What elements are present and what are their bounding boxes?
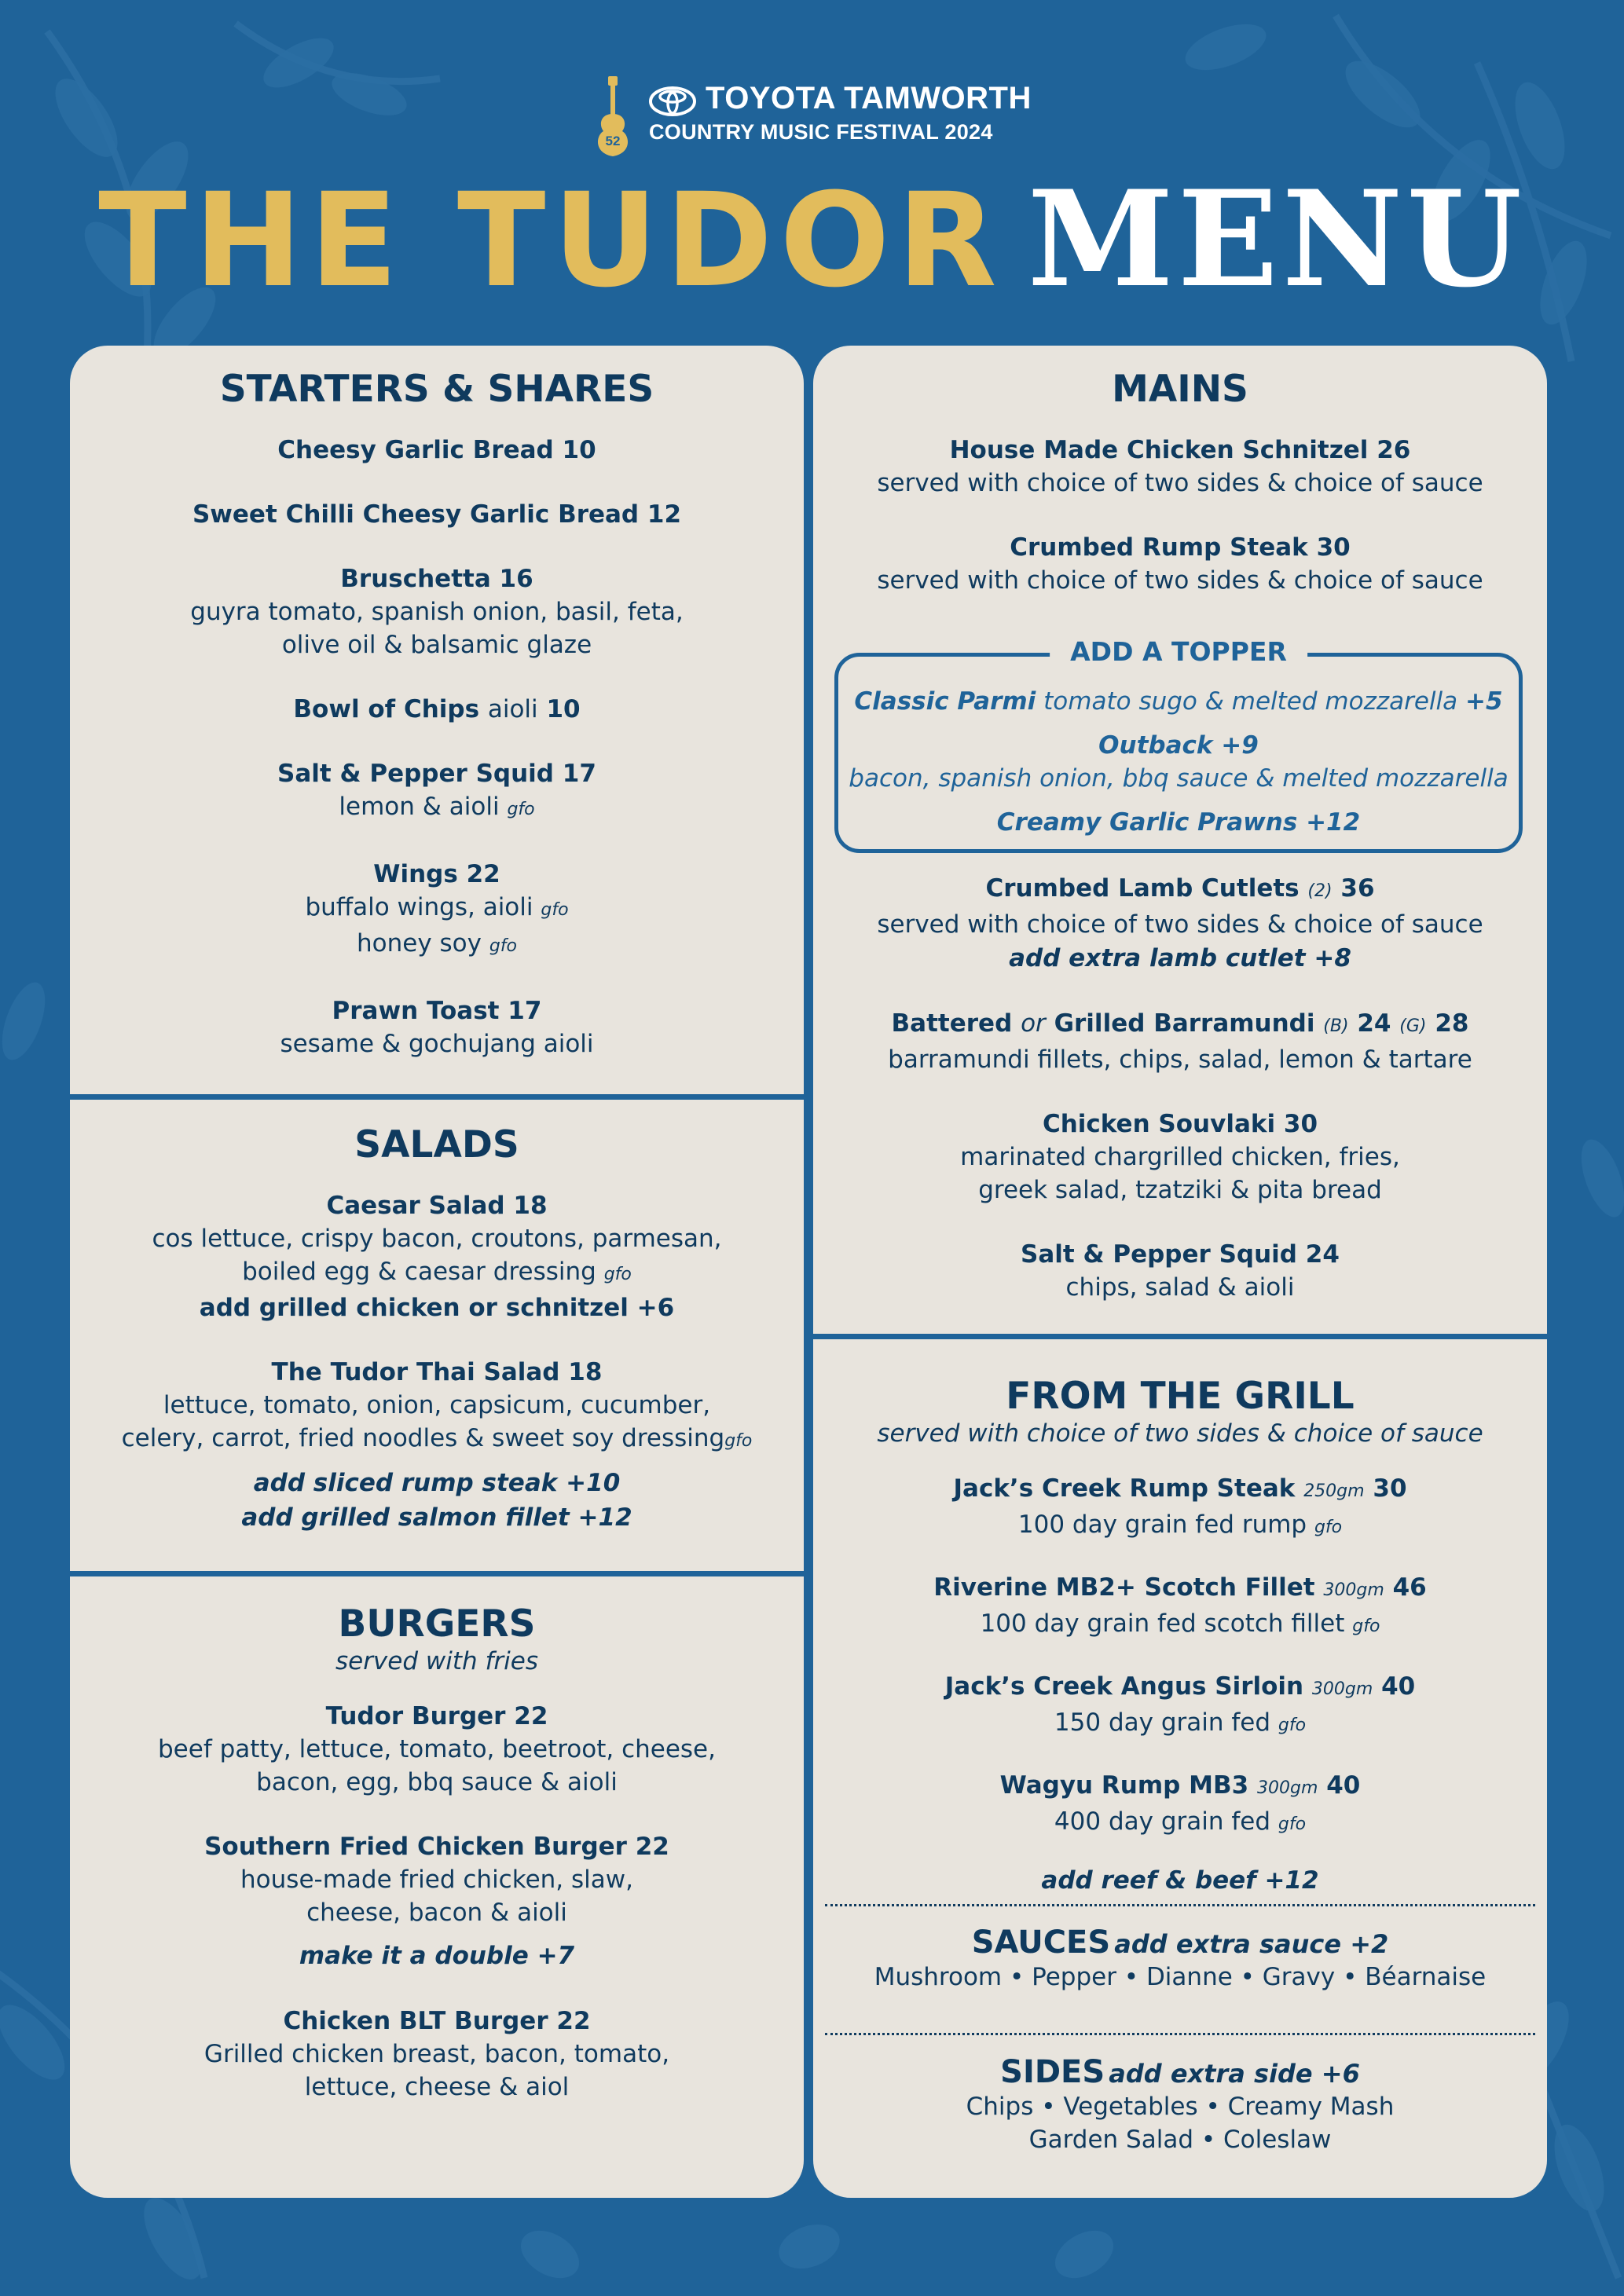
- gfo-tag: gfo: [603, 1265, 632, 1284]
- badge-number: 52: [605, 134, 621, 148]
- item-price: 40: [1381, 1672, 1416, 1701]
- item-name: Chicken Souvlaki 30: [1042, 1110, 1318, 1138]
- item-weight: 300gm: [1257, 1778, 1318, 1798]
- item-description: cos lettuce, crispy bacon, croutons, parmesan,: [152, 1225, 722, 1253]
- menu-item: [813, 872, 1547, 976]
- section-divider: [813, 1334, 1547, 1339]
- item-name-b: Grilled Barramundi: [1054, 1009, 1315, 1038]
- menu-item: [70, 693, 804, 726]
- item-name: Salt & Pepper Squid 24: [1021, 1240, 1340, 1269]
- item-name: Crumbed Rump Steak 30: [1010, 533, 1351, 562]
- item-description: lettuce, cheese & aiol: [304, 2073, 570, 2101]
- item-description: buffalo wings, aioli: [305, 893, 533, 921]
- item-name: Jack’s Creek Angus Sirloin: [944, 1672, 1304, 1701]
- sauces-extra: add extra sauce +2: [1114, 1929, 1389, 1959]
- grill-heading: FROM THE GRILL: [1006, 1375, 1355, 1418]
- menu-item: [813, 1571, 1547, 1643]
- menu-item: [813, 531, 1547, 597]
- item-description: lettuce, tomato, onion, capsicum, cucumber,: [163, 1391, 711, 1419]
- item-description: cheese, bacon & aioli: [306, 1899, 567, 1927]
- menu-item: [813, 434, 1547, 500]
- topper-parmi-name: Classic Parmi: [854, 687, 1036, 716]
- item-name: Caesar Salad 18: [326, 1192, 548, 1220]
- item-weight: 300gm: [1311, 1679, 1373, 1699]
- gfo-tag: gfo: [489, 936, 518, 956]
- item-name: House Made Chicken Schnitzel 26: [949, 436, 1411, 464]
- festival-name-line2: COUNTRY MUSIC FESTIVAL 2024: [649, 120, 993, 144]
- item-price: 46: [1392, 1573, 1427, 1602]
- toyota-logo-icon: [648, 86, 697, 117]
- salads-heading: SALADS: [354, 1123, 519, 1166]
- item-description: chips, salad & aioli: [1065, 1273, 1295, 1302]
- item-description: marinated chargrilled chicken, fries,: [960, 1143, 1400, 1171]
- item-description: honey soy: [356, 929, 482, 958]
- menu-item: [813, 1472, 1547, 1544]
- item-description: 100 day grain fed scotch fillet: [980, 1609, 1345, 1638]
- gfo-tag: gfo: [541, 900, 569, 920]
- sides-list-line1: Chips • Vegetables • Creamy Mash: [966, 2093, 1395, 2121]
- menu-item: [70, 1700, 804, 1799]
- item-name: Wings 22: [373, 860, 500, 888]
- title-menu: MENU: [1027, 161, 1526, 317]
- item-name: Sweet Chilli Cheesy Garlic Bread 12: [192, 500, 682, 529]
- grill-extra: add reef & beef +12: [1041, 1866, 1319, 1895]
- salad-extra: add sliced rump steak +10: [253, 1469, 621, 1497]
- item-description: celery, carrot, fried noodles & sweet soy dressing: [121, 1424, 725, 1452]
- item-price: 36: [1340, 874, 1375, 903]
- gfo-tag: gfo: [1352, 1617, 1380, 1636]
- item-price: 30: [1373, 1474, 1407, 1503]
- festival-logo: [589, 75, 1045, 161]
- section-divider: [70, 1571, 804, 1576]
- item-description: served with choice of two sides & choice of sauce: [877, 566, 1483, 595]
- sides-heading: SIDES: [1000, 2054, 1105, 2090]
- item-description: served with choice of two sides & choice of sauce: [877, 469, 1483, 497]
- sauces-section: [813, 1924, 1547, 1994]
- gfo-tag: gfo: [1278, 1716, 1307, 1735]
- salad-extra: add grilled salmon fillet +12: [241, 1503, 632, 1532]
- item-name: Prawn Toast 17: [332, 997, 542, 1025]
- menu-item: [70, 757, 804, 826]
- menu-item: [70, 1189, 804, 1324]
- gfo-tag: gfo: [1314, 1518, 1343, 1537]
- grill-subheading: served with choice of two sides & choice of sauce: [877, 1419, 1483, 1448]
- page-title: [0, 161, 1624, 317]
- mains-heading: MAINS: [1112, 368, 1248, 411]
- item-description: beef patty, lettuce, tomato, beetroot, cheese,: [158, 1735, 716, 1763]
- item-sauce: aioli: [487, 695, 538, 723]
- item-description: boiled egg & caesar dressing: [242, 1258, 596, 1286]
- topper-heading: ADD A TOPPER: [1050, 636, 1307, 667]
- festival-name-line1: TOYOTA TAMWORTH: [706, 81, 1032, 115]
- mains-section: [813, 368, 1547, 628]
- item-or: or: [1021, 1009, 1046, 1038]
- item-name: Bruschetta 16: [340, 565, 533, 593]
- item-weight: 300gm: [1323, 1580, 1384, 1600]
- item-name: The Tudor Thai Salad 18: [271, 1358, 603, 1386]
- menu-item: [813, 1769, 1547, 1841]
- mains-section-continued: [813, 872, 1547, 1335]
- menu-item: [813, 1108, 1547, 1207]
- topper-prawns: Creamy Garlic Prawns +12: [996, 808, 1361, 837]
- menu-item: [70, 1356, 804, 1458]
- item-name: Chicken BLT Burger 22: [283, 2007, 591, 2035]
- item-description: served with choice of two sides & choice of sauce: [877, 910, 1483, 939]
- topper-parmi-price: +5: [1465, 687, 1503, 716]
- item-name: Jack’s Creek Rump Steak: [953, 1474, 1296, 1503]
- battered-price: 24: [1357, 1009, 1391, 1038]
- menu-item: [813, 1670, 1547, 1742]
- menu-item: [70, 2005, 804, 2104]
- topper-parmi-desc: tomato sugo & melted mozzarella: [1043, 687, 1458, 716]
- item-name: Bowl of Chips: [293, 695, 480, 723]
- item-weight: 250gm: [1303, 1481, 1365, 1501]
- item-description: house-made fried chicken, slaw,: [240, 1866, 633, 1894]
- grill-section: [813, 1375, 1547, 1898]
- topper-outback: Outback +9: [1098, 731, 1259, 760]
- item-description: 150 day grain fed: [1054, 1708, 1271, 1737]
- menu-item: [70, 858, 804, 963]
- item-name: Riverine MB2+ Scotch Fillet: [933, 1573, 1315, 1602]
- item-name: Cheesy Garlic Bread 10: [277, 436, 596, 464]
- item-description: barramundi fillets, chips, salad, lemon & tartare: [888, 1045, 1472, 1074]
- title-the-tudor: THE TUDOR: [98, 165, 1004, 316]
- sauces-list: Mushroom • Pepper • Dianne • Gravy • Béarnaise: [874, 1963, 1487, 1991]
- menu-item: [70, 434, 804, 467]
- section-divider: [70, 1094, 804, 1100]
- gfo-tag: gfo: [1278, 1814, 1307, 1834]
- item-description: 100 day grain fed rump: [1017, 1511, 1307, 1539]
- item-description: guyra tomato, spanish onion, basil, feta,: [190, 598, 684, 626]
- menu-item: [70, 994, 804, 1060]
- burgers-subheading: served with fries: [335, 1647, 539, 1675]
- item-price: 10: [546, 695, 581, 723]
- item-price: 40: [1326, 1771, 1361, 1800]
- item-description: 400 day grain fed: [1054, 1807, 1271, 1836]
- menu-item: [813, 1238, 1547, 1304]
- left-menu-card: [70, 346, 804, 2198]
- item-qty: (2): [1307, 881, 1333, 901]
- item-description: Grilled chicken breast, bacon, tomato,: [203, 2040, 670, 2068]
- item-name: Salt & Pepper Squid 17: [277, 760, 596, 788]
- gfo-tag: gfo: [724, 1431, 753, 1451]
- starters-heading: STARTERS & SHARES: [219, 368, 654, 411]
- grilled-price: 28: [1435, 1009, 1469, 1038]
- item-name: Crumbed Lamb Cutlets: [985, 874, 1300, 903]
- sauces-heading: SAUCES: [971, 1924, 1111, 1961]
- sides-list-line2: Garden Salad • Coleslaw: [1028, 2126, 1332, 2154]
- item-name: Wagyu Rump MB3: [999, 1771, 1249, 1800]
- item-description: greek salad, tzatziki & pita bread: [978, 1176, 1382, 1204]
- dotted-divider: [825, 1904, 1535, 1906]
- sides-extra: add extra side +6: [1109, 2059, 1360, 2089]
- item-description: bacon, egg, bbq sauce & aioli: [256, 1768, 618, 1796]
- item-name: Tudor Burger 22: [325, 1702, 548, 1730]
- burgers-section: [70, 1602, 804, 2135]
- guitar-icon: [589, 75, 636, 161]
- gfo-tag: gfo: [507, 800, 535, 819]
- item-extra: add grilled chicken or schnitzel +6: [199, 1294, 675, 1322]
- item-extra: add extra lamb cutlet +8: [1009, 944, 1351, 972]
- menu-item: [813, 1007, 1547, 1076]
- menu-item: [70, 562, 804, 661]
- item-name-a: Battered: [891, 1009, 1013, 1038]
- item-description: sesame & gochujang aioli: [280, 1030, 594, 1058]
- item-extra: make it a double +7: [299, 1942, 575, 1970]
- sides-section: [813, 2054, 1547, 2156]
- battered-tag: (B): [1323, 1016, 1349, 1036]
- item-description: lemon & aioli: [339, 793, 500, 821]
- item-description: olive oil & balsamic glaze: [281, 631, 592, 659]
- add-a-topper-box: [834, 636, 1523, 853]
- menu-item: [70, 1830, 804, 1973]
- salads-section: [70, 1123, 804, 1535]
- burgers-heading: BURGERS: [338, 1602, 536, 1646]
- starters-section: [70, 368, 804, 1092]
- right-menu-card: [813, 346, 1547, 2198]
- menu-item: [70, 498, 804, 531]
- topper-outback-desc: bacon, spanish onion, bbq sauce & melted mozzarella: [849, 764, 1509, 793]
- item-name: Southern Fried Chicken Burger 22: [204, 1833, 669, 1861]
- grilled-tag: (G): [1399, 1016, 1427, 1036]
- dotted-divider: [825, 2033, 1535, 2035]
